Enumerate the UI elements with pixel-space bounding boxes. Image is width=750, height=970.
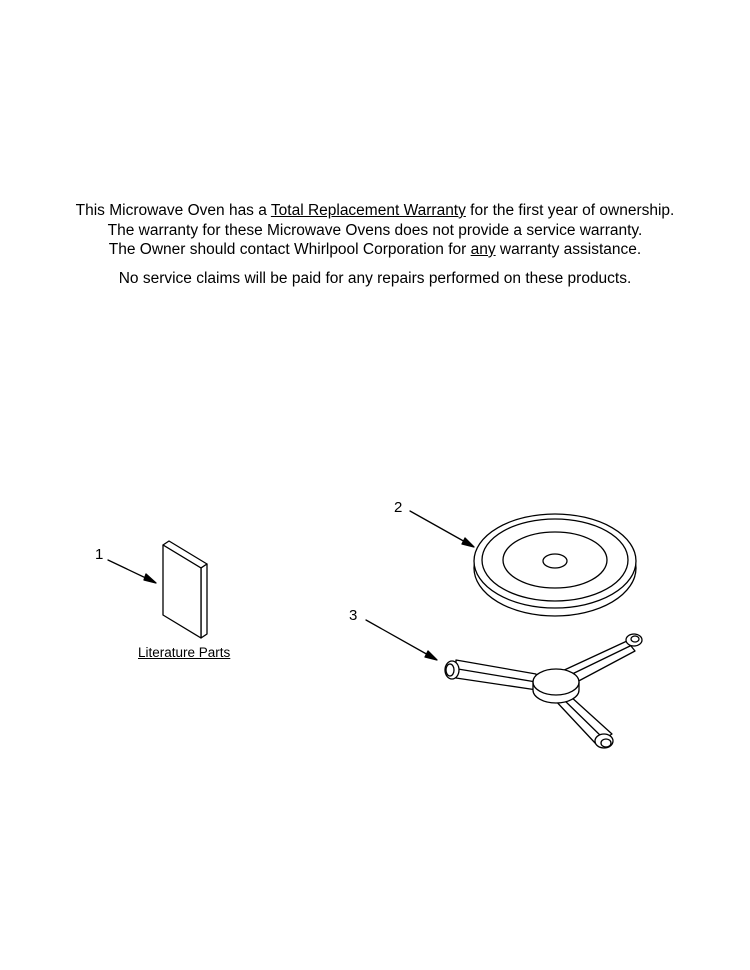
callout-arrow-1 <box>108 560 156 583</box>
any-emphasis-text: any <box>470 241 496 258</box>
warranty-line-1-start: This Microwave Oven has a <box>75 202 271 219</box>
warranty-line-1-end: for the first year of ownership. <box>465 202 675 219</box>
warranty-line-3-start: The Owner should contact Whirlpool Corporation for <box>108 241 471 258</box>
callout-2: 2 <box>394 499 403 516</box>
callout-arrow-2 <box>410 511 474 547</box>
literature-parts-label: Literature Parts <box>138 645 231 660</box>
callout-arrow-3 <box>366 620 437 660</box>
callout-3: 3 <box>349 607 358 624</box>
warranty-line-3-end: warranty assistance. <box>495 241 642 258</box>
warranty-line-2: The warranty for these Microwave Ovens does not provide a service warranty. <box>107 221 643 239</box>
turntable-tray-icon <box>474 514 636 616</box>
literature-booklet-icon <box>163 541 207 638</box>
total-replacement-warranty-text: Total Replacement Warranty <box>270 202 466 219</box>
callout-1: 1 <box>95 546 104 563</box>
turntable-support-icon <box>445 634 642 748</box>
service-claims-disclaimer: No service claims will be paid for any repairs performed on these products. <box>118 270 632 287</box>
